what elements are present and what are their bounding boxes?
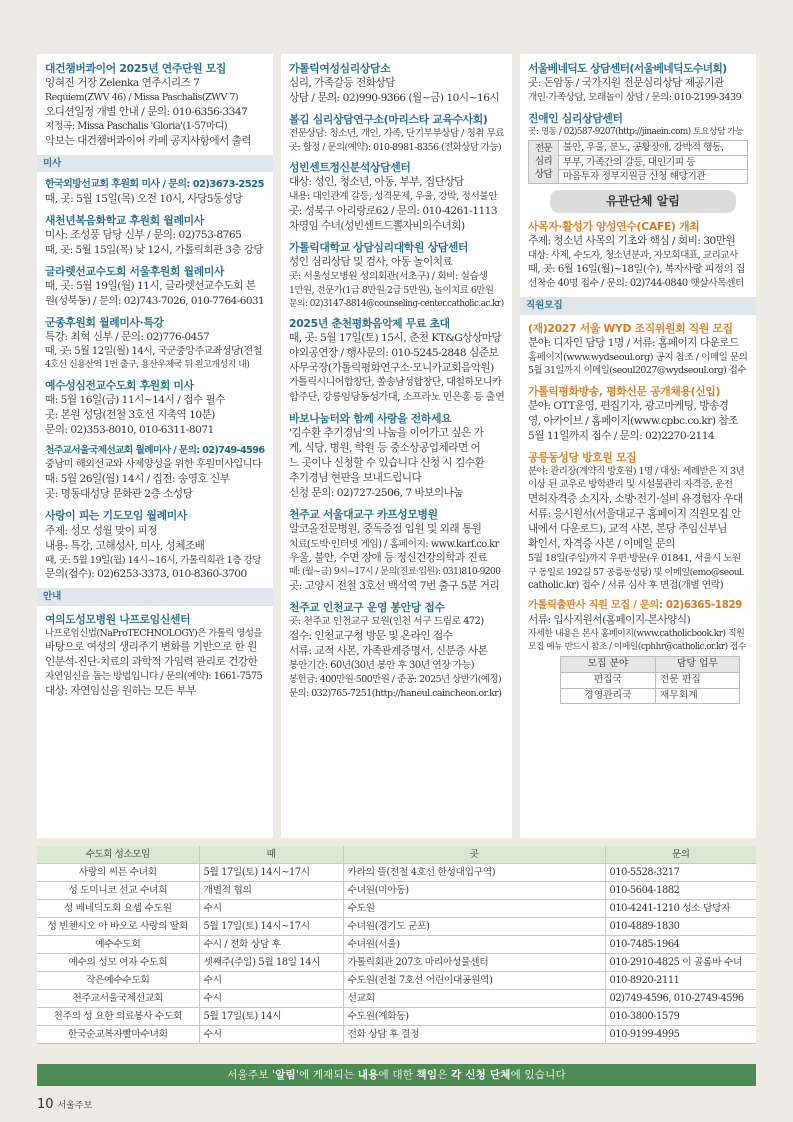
notice-line: 합주단, 강릉임당동성가대, 소프라노 민은홍 등 출연 (289, 391, 504, 403)
notice-line: '김수환 추기경님'의 나눔을 이어가고 싶은 가 (289, 427, 484, 440)
notice-line: 게, 식당, 병원, 학원 등 중소상공업체라면 어 (289, 442, 481, 455)
notice-line: 때, 곳: 5월 15일(목) 낮 12시, 가톨릭회관 3층 강당 (45, 244, 263, 257)
table-row (37, 1026, 756, 1044)
notice-line: 인분석-진단-치료의 과학적 가임력 관리로 건강한 (45, 656, 258, 669)
notice-title: 여의도성모병원 나프로임신센터 (45, 612, 191, 626)
notice-line: 주제: 청소년 사목의 기초와 핵심 / 회비: 30만원 (528, 235, 736, 248)
table-row (37, 864, 756, 882)
table-cell: 수시 (199, 900, 343, 918)
table-cell: 예수수도회 (37, 936, 199, 954)
page-footer (37, 1096, 92, 1114)
notice-title: 서울베네딕도 상담센터(서울베네딕도수녀회) (528, 62, 727, 75)
notice-title: 가톨릭대학교 상담심리대학원 상담센터 (289, 241, 469, 255)
table-cell: 천주의 성 요한 의료봉사 수도회 (37, 1008, 199, 1026)
topics-row: 마음투자 정부지원금 신청 해당기관 (559, 169, 748, 183)
column-3 (520, 54, 756, 838)
topics-tag: 전문 심리상담 (529, 141, 559, 184)
table-row (37, 900, 756, 918)
notice-line: 전문상담: 청소년, 개인, 가족, 단기부부상담 / 청취 무료 (289, 128, 504, 140)
notice-line: 중남미 해외선교와 사제양성을 위한 후원미사입니다 (45, 458, 262, 470)
table-header: 모집 분야 (561, 657, 656, 673)
notice-line: 곳: 천주교 인천교구 묘원(인천 서구 드림로 472) (289, 616, 484, 628)
notice-military-mass (45, 315, 265, 372)
table-cell: 010-4241-1210 성소 담당자 (605, 900, 756, 918)
notice-line: 심리, 가족갈등 전화상담 (289, 77, 395, 90)
notice-line: 분야: 디자인 담당 1명 / 서류: 홈페이지 다운로드 (528, 336, 739, 349)
notice-line: 곳: 고양시 전철 3호선 백석역 7번 출구 5분 거리 (289, 580, 500, 593)
notice-line: 영, 아카이브 / 홈페이지(www.cpbc.co.kr) 참조 (528, 414, 738, 427)
topics-row: 부부, 가족간의 갈등, 대인기피 등 (559, 155, 748, 169)
notice-line: 느 곳이나 신청할 수 있습니다 신청 시 김수환 (289, 457, 485, 470)
notice-gongneung-recruit (528, 450, 748, 593)
table-body (37, 864, 756, 1044)
table-cell: 예수의 성모 여자 수도회 (37, 954, 199, 972)
notice-cafe-training (528, 219, 748, 291)
notice-line: 홈페이지(www.wydseoul.org) 공지 참조 / 이메일 문의 (528, 351, 748, 363)
notice-title: 2025년 춘천평화음악제 무료 초대 (289, 317, 450, 331)
disclaimer-bar (37, 1064, 756, 1086)
table-cell: 개별적 협의 (199, 882, 343, 900)
disclaimer-text: 알림 (275, 1069, 296, 1081)
notice-cpbc-recruit (528, 384, 748, 444)
disclaimer-text: 책임 (416, 1069, 438, 1081)
notice-title: 예수성심전교수도회 후원회 미사 (45, 379, 194, 393)
notice-line: 때, 곳: 5월 17일(토) 15시, 춘천 KT&G상상마당 (289, 332, 502, 345)
table-cell: 사랑의 씨튼 수녀회 (37, 864, 199, 882)
notice-st-vincent-center (289, 160, 504, 234)
table-cell: 수도원(전철 7호선 어린이대공원역) (343, 972, 605, 990)
table-cell: 010-4889-1830 (605, 918, 756, 936)
notice-line: 문의(접수): 02)6253-3373, 010-8360-3700 (45, 568, 247, 581)
table-cell: 010-5528-3217 (605, 864, 756, 882)
section-label-recruit: 직원모집 (520, 297, 756, 314)
notice-line: 구 동일로 192길 57 공릉동성당) 및 이메일(emo@seoul. (528, 566, 744, 578)
notice-title: 진애인 심리상담센터 (528, 111, 623, 125)
notice-title: 대건챔버콰이어 2025년 연주단원 모집 (45, 62, 227, 75)
notice-karf-hospital (289, 507, 504, 594)
table-cell: 한국순교복자빨마수녀회 (37, 1026, 199, 1044)
notice-line: 악보는 대건챔버콰이어 카페 공지사항에서 출력 (45, 134, 252, 147)
topics-row: 불안, 우울, 분노, 공황장애, 강박적 행동, (559, 141, 748, 155)
notice-line: 때: (월~금) 9시~17시 / 문의(진료·입원): 031)810-9200 (289, 567, 501, 578)
notice-line: 곳: 서울성모병원 성의회관(서초구) / 회비: 실습생 (289, 271, 488, 283)
notice-women-counseling (289, 61, 504, 106)
notice-line: 신청 문의: 02)727-2506, 7 바보의나눔 (289, 487, 464, 500)
notice-line: 곳: 명동 / 02)587-9207(http://jinaein.com) 토요상담 가능 (528, 126, 744, 137)
notice-line: 선착순 40명 접수 / 문의: 02)744-0840 햇살사목센터 (528, 278, 744, 290)
notice-line: 봉안기간: 60년(30년 봉안 후 30년 연장 가능) (289, 660, 475, 672)
notice-title: 한국외방선교회 후원회 미사 / 문의: 02)3673-2525 (45, 179, 264, 191)
notice-catholicbook-recruit (528, 599, 748, 705)
notice-title: 볼김 심리상담연구소(마리스타 교육수사회) (289, 113, 488, 127)
table-cell: 가톨릭회관 207호 마리아성물센터 (343, 954, 605, 972)
notice-line: 오디션일정 개별 안내 / 문의: 010-6356-3347 (45, 105, 248, 118)
notice-line: 서류: 응시원서(서울대교구 홈페이지 직원모집 안 (528, 508, 741, 521)
notice-line: 분야: 관리장(계약직 방호원) 1명 / 대상: 세례받은 지 3년 (528, 466, 745, 478)
table-cell: 수녀원(서울) (343, 936, 605, 954)
notice-title: 사랑이 피는 기도모임 월례미사 (45, 509, 188, 523)
notice-chuncheon-music (289, 316, 504, 405)
disclaimer-text: 서울주보 ' (227, 1069, 276, 1081)
notice-mission-mass (45, 178, 265, 207)
notice-line: 추기경님 현판을 보내드립니다 (289, 472, 422, 485)
notice-title: 새천년복음화학교 후원회 월례미사 (45, 214, 204, 228)
table-row (37, 972, 756, 990)
table-header: 담당 업무 (655, 657, 739, 673)
disclaimer-text: 각 신청 단체 (451, 1069, 511, 1081)
notice-line: 곳: 합정 / 문의(예약): 010-8981-8356 (전화상담 가능) (289, 141, 502, 153)
notice-line: 곳: 명동대성당 문화관 2층 소성당 (45, 488, 193, 501)
notice-line: 개인·가족상담, 모래놀이 상담 / 문의: 010-2199-3439 (528, 92, 742, 104)
notice-catholic-univ-center (289, 240, 504, 310)
notice-line: 문의: 02)353-8010, 010-6311-8071 (45, 424, 214, 437)
table-cell: 천주교서울국제선교회 (37, 990, 199, 1008)
notice-line: 분야: OTT운영, 편집기자, 광고마케팅, 방송경 (528, 399, 729, 412)
table-cell: 5월 17일(토) 14시 (199, 1008, 343, 1026)
notice-bolgim-counseling (289, 112, 504, 154)
notice-line: 면허자격증 소지자, 소방·전기·설비 유경험자 우대 (528, 493, 743, 506)
notice-title: 성빈센트정신분석상담센터 (289, 161, 411, 175)
notice-line: 5월 18일(주일)까지 우편·방문(우 01841, 서울시 노원 (528, 553, 741, 565)
notice-line: 내용: 특강, 고해성사, 미사, 성체조배 (45, 539, 205, 552)
table-cell: 5월 17일(토) 14시~17시 (199, 864, 343, 882)
disclaimer-text: 내용 (357, 1069, 379, 1081)
notice-evangelization-mass (45, 213, 265, 258)
notice-line: 원(성북동) / 문의: 02)743-7026, 010-7764-6031 (45, 295, 265, 308)
table-cell: 편집국 (561, 672, 656, 688)
table-header: 때 (199, 846, 343, 864)
notice-title: 가톨릭출판사 직원 모집 / 문의: 02)6365-1829 (528, 599, 743, 611)
notice-line: 5월 31일까지 이메일(seoul2027@wydseoul.org) 접수 (528, 365, 746, 377)
notice-title: 천주교서울국제선교회 월례미사 / 문의: 02)749-4596 (45, 445, 265, 457)
notice-line: 자연임신을 돕는 방법입니다 / 문의(예약): 1661-7575 (45, 671, 263, 683)
notice-benedict-center (528, 61, 748, 105)
table-row (37, 918, 756, 936)
notice-line: 5월 11일까지 접수 / 문의: 02)2270-2114 (528, 429, 715, 442)
notice-line: 바탕으로 여성의 생리주기 변화를 기반으로 한 원 (45, 641, 257, 654)
notice-line: 사무국장(가톨릭평화연구소·모니카교회음악원) (289, 362, 494, 375)
notice-line: 알코올전문병원, 중독증점 입원 및 외래 통원 (289, 523, 482, 536)
notice-line: 봉헌금: 400만원·500만원 / 준공: 2025년 상반기(예정) (289, 674, 502, 686)
disclaimer-text: '에 게재되는 (295, 1069, 358, 1081)
section-label-mass: 미사 (37, 155, 273, 172)
notice-babo-sharing (289, 411, 504, 501)
table-header: 수도회 성소모임 (37, 846, 199, 864)
table-cell: 경영관리국 (561, 688, 656, 704)
table-cell: 셋째주(주일) 5월 18일 14시 (199, 954, 343, 972)
notice-line: 지정곡: Missa Paschalis 'Gloria'(1-57마디) (45, 120, 228, 132)
table-cell: 수시 (199, 990, 343, 1008)
notice-incheon-columbarium (289, 600, 504, 700)
notice-line: 곳: 본원 성당(전철 3호선 지축역 10분) (45, 409, 215, 422)
table-cell: 010-5604-1882 (605, 882, 756, 900)
notice-line: 잉혀진 거장 Zelenka 연주시리즈 7 (45, 77, 200, 90)
notice-line: 문의: 02)3147-8814@counseling-center.catholic.ac.kr) (289, 298, 504, 309)
notice-line: 주제: 성모 성월 맞이 피정 (45, 524, 157, 537)
notice-line: 대상: 성인, 청소년, 아동, 부부, 집단상담 (289, 176, 464, 189)
notice-line: 성인 심리상담 및 검사, 아동 놀이치료 (289, 256, 453, 269)
notice-line: 접수: 인천교구청 방문 및 온라인 접수 (289, 630, 453, 643)
notice-line: 때, 곳: 5월 15일(목) 오전 10시, 사당5동성당 (45, 193, 243, 206)
table-header: 곳 (343, 846, 605, 864)
notice-title: 군종후원회 월례미사·특강 (45, 315, 164, 329)
table-row (37, 990, 756, 1008)
table-cell: 작은예수수도회 (37, 972, 199, 990)
table-cell: 수도원 (343, 900, 605, 918)
notice-line: 모집 메뉴 반드시 참조 / 이메일(cphhr@catholic.or.kr) 접수 (528, 641, 746, 652)
counseling-topics-table (528, 140, 748, 184)
table-cell: 010-9199-4995 (605, 1026, 756, 1044)
notice-line: 특강: 최혁 신부 / 문의: 02)776-0457 (45, 331, 210, 344)
disclaimer-text: 에 대한 (378, 1069, 417, 1081)
notice-line: 4호선 신용산역 1번 출구, 용산우체국 뒤 왼고개성지 내) (45, 360, 250, 371)
page-number: 10 (37, 1097, 54, 1112)
notice-line: 치료(도박·인터넷 게임) / 홈페이지: www.karf.co.kr (289, 538, 499, 550)
notice-line: catholic.kr) 접수 / 서류 심사 후 면접(개별 연락) (528, 579, 724, 591)
table-row (37, 882, 756, 900)
notice-seoul-intl-mission-mass (45, 444, 265, 502)
table-cell: 수녀원(경기도 군포) (343, 918, 605, 936)
table-cell: 카라의 뜰(전철 4호선 한성대입구역) (343, 864, 605, 882)
notice-line: 우울, 불안, 수면 장애 등 정신건강의학과 진료 (289, 552, 488, 565)
notice-line: 상담 / 문의: 02)990-9366 (월~금) 10시~16시 (289, 92, 500, 105)
notice-line: 대상: 자연임신을 원하는 모든 부부 (45, 685, 196, 698)
notice-title: 바보나눔터와 함께 사랑을 전하세요 (289, 412, 452, 426)
table-cell: 수도원(계화동) (343, 1008, 605, 1026)
table-header: 문의 (605, 846, 756, 864)
notice-line: 곳: 성북구 아리랑로62 / 문의: 010-4261-1113 (289, 205, 498, 218)
table-cell: 선교회 (343, 990, 605, 1008)
notice-title: 가톨릭평화방송, 평화신문 공개채용(신입) (528, 384, 721, 398)
notice-title: (재)2027 서울 WYD 조직위원회 직원 모집 (528, 321, 733, 335)
table-cell: 010-3800-1579 (605, 1008, 756, 1026)
table-cell: 수녀원(미아동) (343, 882, 605, 900)
notice-line: Requiem(ZWV 46) / Missa Paschalis(ZWV 7) (45, 92, 239, 104)
notice-line: 때: 5월 26일(월) 14시 / 집전: 송영호 신부 (45, 473, 230, 486)
notice-line: 서류: 교적 사본, 가족관계증명서, 신분증 사본 (289, 645, 488, 658)
notice-line: 때, 곳: 5월 19일(월) 11시, 글라렛선교수도회 본 (45, 280, 256, 293)
table-cell: 재무회계 (655, 688, 739, 704)
notice-line: 내에서 다운로드), 교적 사본, 본당 주임신부님 (528, 523, 727, 536)
table-cell: 수시 (199, 1026, 343, 1044)
notice-title: 천주교 서울대교구 카프성모병원 (289, 508, 438, 522)
disclaimer-text: 에 있습니다 (510, 1069, 566, 1081)
disclaimer-text: 은 (437, 1069, 452, 1081)
notice-line: 때, 곳: 5월 12일(월) 14시, 국군중앙주교좌성당(전철 (45, 346, 262, 358)
notice-title: 천주교 인천교구 운영 봉안당 접수 (289, 601, 445, 615)
table-cell: 5월 17일(토) 14시~17시 (199, 918, 343, 936)
table-cell: 수시 / 전화 상담 후 (199, 936, 343, 954)
notice-line: 자세한 내용은 본사 홈페이지(www.catholicbook.kr) 직원 (528, 629, 745, 640)
table-row (37, 936, 756, 954)
table-row (37, 954, 756, 972)
vocation-meetings-table (37, 846, 756, 1044)
section-label-info: 안내 (37, 588, 273, 605)
notice-claret-mass (45, 264, 265, 309)
notice-line: 때, 곳: 5월 19일(월) 14시~16시, 가톨릭회관 1층 강당 (45, 554, 262, 566)
publication-name: 서울주보 (57, 1101, 93, 1111)
notice-line: 때: 5월 16일(금) 11시~14시 / 접수 필수 (45, 394, 226, 407)
table-cell: 성 도미니코 선교 수녀회 (37, 882, 199, 900)
notice-title: 글라렛선교수도회 서울후원회 월례미사 (45, 265, 225, 279)
notice-napro-center (45, 612, 265, 699)
notice-line: 곳: 돈암동 / 국가지원 전문심리상담 제공기관 (528, 77, 724, 90)
notice-title: 공릉동성당 방호원 모집 (528, 450, 637, 464)
notice-jinaein-center (528, 111, 748, 184)
notice-prayer-mass (45, 508, 265, 582)
table-cell: 수시 (199, 972, 343, 990)
table-cell: 010-2910-4825 이 골롬바 수녀 (605, 954, 756, 972)
related-org-heading: 유관단체 알림 (550, 190, 736, 213)
notice-line: 미사: 조성풍 담당 신부 / 문의: 02)753-8765 (45, 229, 242, 242)
table-row (37, 1008, 756, 1026)
table-cell: 전문 편집 (655, 672, 739, 688)
notice-title: 가톨릭여성심리상담소 (289, 62, 391, 75)
notice-line: 가톨릭시니어합창단, 쏠송남성합창단, 대철하모니카 (289, 377, 502, 389)
notice-line: 이상 된 교우로 방학관리 및 시설물관리 자격증, 운전 (528, 479, 733, 491)
notice-line: 내용: 대인관계 갈등, 성격문제, 우울, 강박, 정서불안 (289, 191, 498, 203)
table-cell: 전화 상담 후 결정 (343, 1026, 605, 1044)
recruit-positions-table (560, 656, 740, 704)
notice-wyd-recruit (528, 321, 748, 378)
column-1 (37, 54, 273, 838)
table-cell: 성 빈첸시오 아 바오로 사랑의 딸회 (37, 918, 199, 936)
notice-line: 대상: 사제, 수도자, 청소년분과, 자모회대표, 교리교사 (528, 250, 738, 262)
notice-sacred-heart-mass (45, 378, 265, 438)
notice-line: 1만원, 전문가(1급 8만원·2급 5만원), 놀이치료 6만원 (289, 285, 494, 297)
notice-title: 사목자·활성가 양성연수(CAFE) 개최 (528, 220, 700, 234)
notice-line: 야외공연장 / 행사문의: 010-5245-2848 심준보 (289, 347, 499, 360)
notice-line: 차영임 수녀(성빈센트드뽈자비의수녀회) (289, 220, 465, 233)
table-cell: 010-8920-2111 (605, 972, 756, 990)
notice-line: 나프로임신법(NaProTECHNOLOGY)은 가톨릭 영성을 (45, 627, 262, 639)
table-cell: 02)749-4596, 010-2749-4596 (605, 990, 756, 1008)
notice-daegun-choir (45, 61, 265, 149)
notice-line: 확인서, 자격증 사본 / 이메일 문의 (528, 538, 675, 551)
table-cell: 010-7485-1964 (605, 936, 756, 954)
notice-line: 문의: 032)765-7251(http://haneul.caincheon.or.kr) (289, 687, 502, 699)
column-2 (281, 54, 512, 838)
notice-line: 서류: 입사지원서(홈페이지-본사양식) (528, 614, 691, 626)
table-cell: 성 베네딕도회 요셉 수도원 (37, 900, 199, 918)
notice-line: 때, 곳: 6월 16일(월)~18일(수), 복자사랑 피정의 집 (528, 263, 745, 275)
